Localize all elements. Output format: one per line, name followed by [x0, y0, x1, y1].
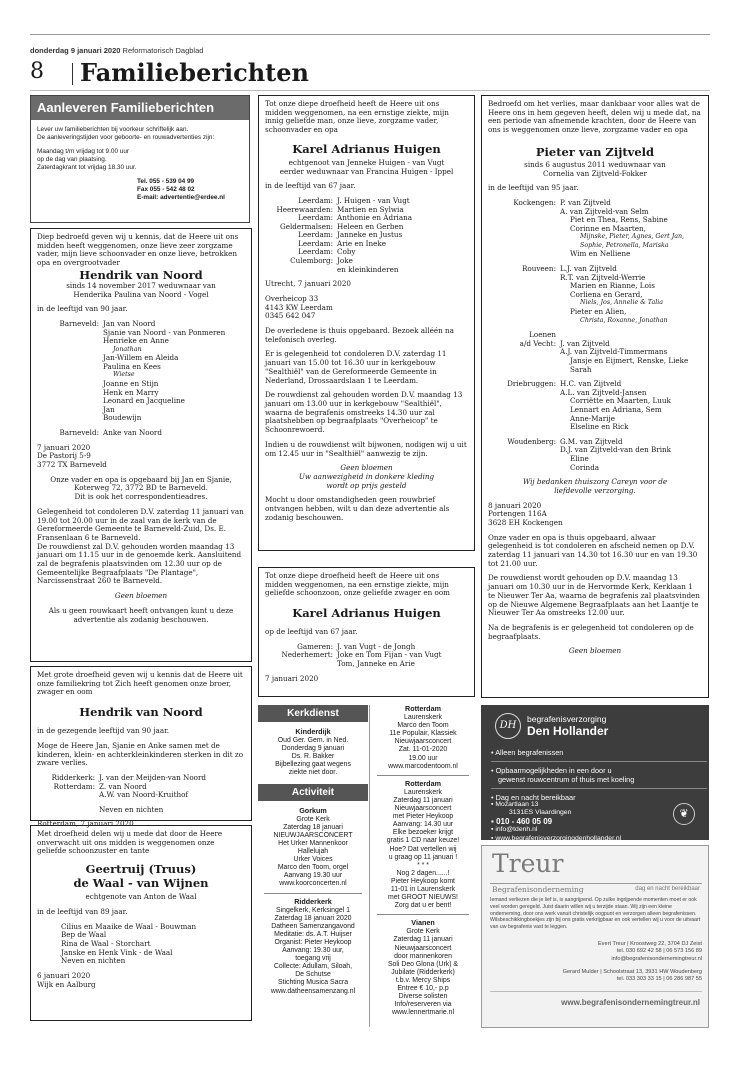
- relatives-place: Kockengen:: [513, 197, 556, 207]
- spouse-line: echtgenote van Anton de Waal: [85, 892, 197, 902]
- relative: Boudewijn: [103, 413, 142, 423]
- relative: Janske en Henk Vink - de Waal: [61, 947, 173, 957]
- event-line: Oud Ger. Gem. in Ned.: [277, 737, 349, 745]
- event-line: Marco den Toom, orgel: [277, 864, 349, 872]
- relatives-place: Gameren:: [297, 641, 333, 651]
- contact-fax: Fax 055 - 542 48 02: [137, 186, 195, 193]
- relatives-place: Woudenberg:: [507, 436, 556, 446]
- bullet-icon: •: [491, 793, 496, 802]
- relative: D.J. van Zijtveld-van den Brink: [560, 445, 672, 455]
- relatives-list-driebruggen: [488, 380, 702, 432]
- deadline-2: op de dag van plaatsing.: [37, 156, 107, 163]
- header-dateline: [30, 46, 203, 55]
- paragraph: De rouwdienst wordt gehouden op D.V. maandag 13 januari om 10.30 uur in de Hervormde Kerk, Kerklaan 1 te Nieuwer Ter Aa, waarna de begrafenis zal plaatsvinden op de Nieuwe Algemene Begraafplaats aan het Laantje te Nieuwer Ter Aa omstreeks 12.00 uur.: [488, 573, 700, 618]
- event-gorkum: [258, 801, 368, 889]
- notice-intro: Tot onze diepe droefheid heeft de Heere uit ons midden weggenomen, na een ernstige ziekte, mijn innig geliefde man, onze lieve, zorgzame vader, schoonvader en opa: [265, 99, 449, 135]
- relative: Pieter en Alien,: [570, 307, 627, 317]
- notice-intro: Met grote droefheid geven wij u kennis dat de Heere uit onze familiekring tot Zich heeft genomen onze broer, zwager en oom: [37, 670, 243, 697]
- event-link[interactable]: www.marcodentoom.nl: [388, 762, 458, 770]
- notice-pieter-van-zijtveld: [481, 95, 709, 698]
- event-line: Elke bezoeker krijgt: [392, 829, 454, 837]
- age-line: op de leeftijd van 67 jaar.: [265, 627, 358, 637]
- section-title: Familieberichten: [80, 58, 309, 87]
- relative: J. van Zijtveld: [560, 338, 610, 348]
- event-line: Laurenskerk: [404, 788, 442, 796]
- dh-logo-text: DH: [499, 720, 517, 731]
- relative: J. van Vugt - de Jongh: [337, 641, 416, 651]
- contact-tel: Tel. 055 - 539 04 99: [137, 178, 195, 185]
- event-line: Info/reserveren via: [394, 1001, 452, 1009]
- event-line: 11e Populair, Klassiek: [389, 730, 457, 738]
- relative: Sarah: [570, 364, 592, 374]
- event-place: Kinderdijk: [295, 727, 331, 736]
- event-line: Donderdag 9 januari: [281, 745, 345, 753]
- relatives-place: Rotterdam:: [53, 781, 95, 791]
- paragraph: Er is gelegenheid tot condoleren D.V. zaterdag 11 januari van 15.00 tot 16.30 uur in kerkgebouw "Sealthiël" van de Gereformeerde Gemeente in Nederland, Drossaardslaan 1 te Leerdam.: [265, 349, 447, 385]
- relatives-place: Leerdam:: [298, 238, 333, 248]
- relative: Henk en Marry: [103, 387, 159, 397]
- dh-logo-icon: [495, 713, 521, 739]
- relative: Coby: [337, 247, 356, 257]
- age-line: in de leeftijd van 90 jaar.: [37, 304, 128, 314]
- events-right-column: [371, 705, 475, 1033]
- deceased-name: Hendrik van Noord: [79, 267, 203, 282]
- event-line: Zorg dat u er bent!: [394, 902, 452, 910]
- event-line: Singelkerk, Kerksingel 1: [276, 906, 350, 914]
- relative: Lennart en Adriana, Sem: [570, 404, 662, 414]
- event-rotterdam-1: [371, 705, 475, 771]
- event-line: Nog 2 dagen......!: [396, 869, 450, 877]
- deceased-name: Hendrik van Noord: [79, 705, 203, 720]
- relative: Tom, Janneke en Arie: [337, 659, 415, 668]
- deceased-name-2: de Waal - van Wijnen: [73, 876, 209, 891]
- paragraph: De rouwdienst zal D.V. gehouden worden maandag 13 januari om 11.15 uur in de genoemde kerk. Aansluitend zal de begrafenis plaatsvinden om 12.30 uur op de Gemeentelijke Begraafplaats "De Plantage", Narcissenstraat 260 te Barneveld.: [37, 541, 242, 586]
- event-line: De Schutse: [295, 971, 331, 979]
- relative: Jan-Willem en Aleida: [103, 353, 179, 363]
- paper-name: Reformatorisch Dagblad: [122, 46, 204, 55]
- relative: Elseline en Rick: [570, 422, 629, 432]
- no-flowers: Geen bloemen: [568, 646, 622, 656]
- event-line: Hoe? Dat vertellen wij: [389, 845, 457, 853]
- event-place: Ridderkerk: [294, 896, 332, 906]
- relatives-place: Loenen: [529, 330, 556, 340]
- relatives-list: [265, 197, 468, 274]
- treur-subtitle: Begrafenisonderneming: [492, 885, 584, 894]
- relatives-place: Heerewaarden:: [276, 204, 333, 214]
- event-line: u graag op 11 januari !: [388, 853, 458, 861]
- event-line: door mannenkoren: [394, 952, 452, 960]
- relative: Neven en nichten: [61, 956, 126, 966]
- event-line: Aanvang 19.30 uur: [283, 872, 343, 880]
- event-line: Grote Kerk: [296, 815, 330, 823]
- age-line: in de leeftijd van 67 jaar.: [265, 181, 356, 191]
- relative: Joke en Tom Fijan - van Vugt: [337, 650, 442, 660]
- notice-hendrik-van-noord-siblings: [30, 666, 252, 829]
- event-line: t.b.v. Mercy Ships: [395, 976, 451, 984]
- treur-contact-line: Evert Treur | Kroostweg 22, 3704 DJ Zeist: [597, 941, 702, 947]
- event-line: NIEUWJAARSCONCERT: [273, 831, 353, 839]
- relatives-place: Culemborg:: [290, 256, 333, 266]
- aanleveren-box: [30, 95, 250, 223]
- paragraph: De rouwdienst zal gehouden worden D.V. maandag 13 januari om 13.00 uur in kerkgebouw "Sealthiël", waarna de begrafenis omstreeks 14.30 uur zal plaatshebben op begraafplaats "Overheicop" te Schoonrewoerd.: [265, 390, 463, 435]
- notice-hendrik-van-noord-family: [30, 228, 252, 662]
- event-line: Diverse solisten: [398, 993, 448, 1001]
- treur-contact-line[interactable]: info@begrafenisondernemingtreur.nl: [611, 955, 702, 962]
- address-line-1: Overheicop 33: [265, 293, 319, 303]
- notice-karel-huigen-in-laws: [258, 567, 475, 697]
- notice-intro: Bedroefd om het verlies, maar dankbaar voor alles wat de Heere ons in hem gegeven heeft, delen wij u mede dat, na een periode van afnemende krachten, door de Heere van ons is weggenomen onze lieve, zorgzame vader en opa: [488, 99, 701, 135]
- event-vianen: [371, 919, 475, 1017]
- event-line: * * *: [417, 861, 429, 869]
- relative: Cilius en Maaike de Waal - Bouwman: [61, 921, 197, 931]
- relative: Paulina en Kees: [103, 361, 161, 371]
- event-line: Nieuwjaarsconcert: [394, 738, 452, 746]
- paragraph: Gelegenheid tot condoleren D.V. zaterdag 11 januari van 19.00 tot 20.00 uur in de zaal van de kerk van de Gereformeerde Gemeente te Barneveld-Zuid, Ds. E. Fransenlaan 6 te Barneveld.: [37, 506, 244, 542]
- relative: Wietse: [113, 371, 135, 379]
- notice-intro: Diep bedroefd geven wij u kennis, dat de Heere uit ons midden heeft weggenomen, onze lieve zeer zorgzame vader, mijn lieve schoonvader en onze lieve, betrokken opa en overgrootvader: [37, 232, 239, 268]
- event-line: 19.00 uur: [408, 754, 438, 762]
- event-line: Datheen Samenzangavond: [271, 922, 355, 930]
- closing-line: Uw aanwezigheid in donkere kleding: [298, 471, 435, 481]
- event-rotterdam-2: [371, 780, 475, 911]
- relatives-list: [37, 320, 245, 423]
- relative: Eline: [570, 453, 589, 463]
- notice-karel-huigen-family: [258, 95, 475, 551]
- paragraph: De overledene is thuis opgebaard. Bezoek alléén na telefonisch overleg.: [265, 326, 454, 344]
- widower-line-2: Cornelia van Zijtveld-Fokker: [543, 168, 647, 178]
- treur-contact-line: Gerard Mulder | Schoolstraat 13, 3931 HW Woudenberg: [562, 968, 702, 975]
- dove-icon: ❦: [673, 803, 695, 825]
- age-line: in de leeftijd van 89 jaar.: [37, 906, 128, 916]
- relative: Henrieke en Anne: [103, 336, 169, 346]
- relative: Corliena en Gerard,: [570, 289, 643, 299]
- event-line: Marco den Toom: [397, 722, 449, 730]
- deceased-name: Geertruij (Truus): [85, 862, 197, 877]
- relative: Anne-Marije: [570, 413, 615, 423]
- event-line: toegang vrij: [295, 955, 331, 963]
- paragraph: Na de begrafenis is er gelegenheid tot condoleren op de begraafplaats.: [488, 622, 694, 641]
- age-line: in de gezegende leeftijd van 90 jaar.: [37, 726, 170, 736]
- notice-date: Utrecht, 7 januari 2020: [265, 279, 351, 289]
- relative: J. Huigen - van Vugt: [337, 195, 410, 205]
- event-line: Urker Voices: [293, 856, 333, 864]
- relative: Joke: [337, 256, 353, 266]
- relative: Arie en Ineke: [337, 238, 386, 248]
- event-line: Organist: Pieter Heykoop: [274, 938, 352, 946]
- thanks-line-1: Wij bedanken thuiszorg Careyn voor de: [522, 477, 668, 487]
- relative: Jansje en Eijmert, Renske, Lieke: [570, 356, 689, 366]
- relative: R.T. van Zijtveld-Werrie: [560, 272, 646, 282]
- treur-contact-line: tel. 030 692 42 58 | 06 573 156 89: [616, 948, 702, 955]
- relative: H.C. van Zijtveld: [560, 379, 622, 389]
- event-ridderkerk: [258, 898, 368, 996]
- dh-line2: Den Hollander: [527, 724, 609, 738]
- notice-date: 7 januari 2020: [265, 673, 319, 683]
- treur-website[interactable]: www.begrafenisondernemingtreur.nl: [561, 998, 700, 1007]
- dh-bullet: Dag en nacht bereikbaar: [495, 793, 576, 802]
- relative: Jan: [103, 404, 115, 414]
- event-line: Jubilate (Ridderkerk): [391, 968, 455, 976]
- widower-line-2: Henderika Paulina van Noord - Vogel: [73, 289, 209, 299]
- paragraph: Dit is ook het correspondentieadres.: [74, 492, 208, 502]
- event-line: Zaterdag 11 januari: [393, 796, 453, 804]
- kerkdienst-header: Kerkdienst: [258, 705, 368, 722]
- relative: Joanne en Stijn: [103, 379, 159, 389]
- dh-email[interactable]: info@tdenh.nl: [495, 826, 538, 834]
- relative: Corriëtte en Maarten, Luuk: [570, 396, 671, 406]
- issue-date: donderdag 9 januari 2020: [30, 46, 121, 55]
- spouse-line-2: eerder weduwnaar van Francina Huigen - Ippel: [279, 166, 454, 176]
- event-place: Gorkum: [299, 805, 327, 815]
- event-line: Zat. 11-01-2020: [398, 746, 448, 754]
- event-place: Rotterdam: [405, 778, 441, 788]
- relatives-place: Nederhemert:: [281, 650, 333, 660]
- relative: Rina de Waal - Storchart: [61, 938, 151, 948]
- dh-city: 3131ES Vlaardingen: [509, 809, 572, 817]
- bullet-icon: •: [491, 748, 496, 757]
- treur-availability: dag en nacht bereikbaar: [635, 886, 700, 892]
- treur-rule: [490, 883, 702, 884]
- event-line: Nieuwjaarsconcert: [394, 805, 452, 813]
- contact-email: E-mail: advertentie@erdee.nl: [137, 194, 225, 201]
- relative: Wim en Nelliene: [570, 249, 631, 259]
- event-kinderdijk: [258, 722, 368, 778]
- relative: Niels, Jos, Annelie & Talia: [580, 299, 664, 307]
- relatives-place: Leerdam:: [298, 195, 333, 205]
- age-line: in de leeftijd van 95 jaar.: [488, 183, 579, 193]
- event-line: met Pieter Heykoop: [392, 813, 454, 821]
- relative: Sjanie van Noord - van Ponmeren: [103, 327, 226, 337]
- relative: P. van Zijtveld: [560, 197, 611, 207]
- paragraph: Mocht u door omstandigheden geen rouwbrief ontvangen hebben, wilt u dan deze advertentie als zodanig beschouwen.: [265, 495, 450, 522]
- event-line: Aanvang: 14.30 uur: [392, 821, 454, 829]
- paragraph: Indien u de rouwdienst wilt bijwonen, nodigen wij u uit om 12.45 uur in "Sealthiël" aanwezig te zijn.: [265, 439, 467, 458]
- event-line: Grote Kerk: [406, 928, 440, 936]
- activiteit-header: Activiteit: [258, 784, 368, 801]
- deceased-name: Pieter van Zijtveld: [535, 144, 655, 159]
- phone-icon: ▪: [491, 816, 497, 826]
- event-line: Aanvang: 19.30 uur,: [282, 947, 344, 955]
- event-line: Zaterdag 18 januari: [283, 823, 343, 831]
- event-line: Nieuwjaarsconcert: [394, 944, 452, 952]
- relatives-place: Driebruggen:: [507, 379, 556, 389]
- relative: A.J. van Zijtveld-Timmermans: [560, 347, 668, 357]
- relative: Mijnske, Pieter, Agnes, Gert Jan,: [580, 233, 685, 241]
- address-line-2: 3628 EH Kockengen: [488, 517, 563, 527]
- dh-website[interactable]: www.begrafenisverzorgingdenhollander.nl: [495, 834, 622, 842]
- relatives-place: Leerdam:: [298, 230, 333, 240]
- event-line: Ds. R. Bakker: [291, 753, 335, 761]
- relative: Jan van Noord: [103, 318, 156, 328]
- notice-date: 6 januari 2020: [37, 971, 91, 981]
- event-line: Bijbellezing gaat wegens: [275, 761, 351, 769]
- notice-intro: Met droefheid delen wij u mede dat door de Heere onverwacht uit ons midden is weggenomen onze geliefde schoonzuster en tante: [37, 829, 223, 856]
- treur-logo-name: Treur: [492, 849, 564, 878]
- address-line-1: Portengen 116A: [488, 509, 547, 519]
- aanleveren-intro2: De aanleveringstijden voor geboorte- en rouwadvertenties zijn:: [37, 134, 215, 141]
- relative: J. van der Meijden-van Noord: [99, 772, 207, 782]
- event-line: Laurenskerk: [404, 714, 442, 722]
- widower-line-1: sinds 6 augustus 2011 weduwnaar van: [524, 159, 666, 169]
- event-line: Soli Deo Glona (Urk) &: [387, 960, 459, 968]
- bullet-icon: •: [491, 766, 496, 775]
- paragraph: Moge de Heere Jan, Sjanie en Anke samen met de kinderen, klein- en achterkleinkinderen sterken in dit zo zware verlies.: [37, 740, 244, 768]
- aanleveren-intro1: Lever uw familieberichten bij voorkeur schriftelijk aan.: [37, 126, 189, 133]
- relatives-place: Rouveen:: [522, 264, 556, 274]
- deadline-3: Zaterdagkrant tot vrijdag 18.30 uur.: [37, 164, 137, 171]
- event-link[interactable]: www.koorconcerten.nl: [279, 880, 347, 888]
- relatives-list-rouveen: [488, 265, 702, 325]
- page-number: 8: [30, 59, 44, 84]
- relative: Marien en Rianne, Lois: [570, 281, 655, 291]
- relative: en kleinkinderen: [337, 264, 399, 274]
- no-flowers: Geen bloemen: [114, 591, 168, 601]
- event-line: ziekte niet door.: [288, 769, 338, 777]
- event-line: Meditatie: ds. A.T. Huijser: [274, 930, 352, 938]
- dh-bullets: [491, 748, 707, 802]
- location-icon: ▪: [491, 801, 496, 808]
- event-line: Pieter Heykoop komt: [391, 877, 455, 885]
- dh-address: Mozartlaan 13: [495, 801, 539, 808]
- event-link[interactable]: www.datheensamenzang.nl: [270, 987, 356, 995]
- relative: Martien en Sylwia: [337, 204, 404, 214]
- treur-contacts: [490, 941, 702, 983]
- ad-treur: [481, 845, 709, 1028]
- paragraph: Onze vader en opa is opgebaard bij Jan en Sjanie, Koterweg 72, 3772 BD te Barneveld.: [50, 474, 232, 493]
- treur-contact-line: tel. 033 303 33 15 | 06 286 987 55: [616, 976, 702, 983]
- relatives-list-kockengen: [488, 199, 702, 259]
- relatives-place: Leerdam:: [298, 247, 333, 257]
- header-divider: [72, 63, 73, 85]
- relative: G.M. van Zijtveld: [560, 436, 623, 446]
- widower-line-1: sinds 14 november 2017 weduwnaar van: [66, 280, 216, 290]
- event-line: Hallelujah: [297, 848, 329, 856]
- address-line-1: De Pastorij 5-9: [37, 451, 91, 461]
- spouse-line-1: echtgenoot van Jenneke Huigen - van Vugt: [288, 157, 445, 167]
- address-line-2: 3772 TX Barneveld: [37, 460, 107, 470]
- relative: Leonard en Jacqueline: [103, 396, 185, 406]
- notice-place: Wijk en Aalburg: [37, 979, 96, 989]
- dh-contact: [491, 801, 641, 843]
- relative: Bep de Waal: [61, 930, 107, 940]
- relatives-place: Leerdam:: [298, 213, 333, 223]
- deceased-name: Karel Adrianus Huigen: [292, 141, 441, 156]
- event-line: Collecte: Adullam, Siloah,: [273, 963, 353, 971]
- relative: Jonathan: [113, 345, 142, 353]
- relatives-place: [265, 266, 333, 275]
- event-line: Entree € 10,- p.p: [397, 985, 449, 992]
- deceased-name: Karel Adrianus Huigen: [292, 606, 441, 621]
- phone-line: 0345 642 047: [265, 311, 316, 321]
- closing-line: Geen bloemen: [340, 463, 393, 473]
- event-line: Zaterdag 11 januari: [393, 936, 453, 944]
- paragraph: Als u geen rouwkaart heeft ontvangen kunt u deze advertentie als zodanig beschouwen.: [48, 605, 234, 624]
- relative: Corinda: [570, 462, 600, 472]
- notice-date: Rotterdam, 7 januari 2020: [37, 819, 134, 829]
- web-icon: ▪: [491, 834, 496, 842]
- relative: Heleen en Gerben: [337, 221, 404, 231]
- address-line-2: 4143 KW Leerdam: [265, 302, 333, 312]
- relatives-list: [37, 774, 245, 800]
- relative: A.L. van Zijtveld-Jansen: [560, 387, 647, 397]
- notice-date: 7 januari 2020: [37, 442, 91, 452]
- event-line: Het Urker Mannenkoor: [278, 839, 348, 847]
- treur-body: Iemand verliezen die je lief is, is aangrijpend. Op zulke ingrijpende momenten moet er ook veel worden geregeld. Juist daarin willen wij u terzijde staan. Wij zijn een kleine onderneming, door ons werk vanuit christelijk oogpunt en verzorgen alleen begrafenissen. Wilsbeschikkingboekjes zijn bij ons gratis verkrijgbaar en ook vertellen wij u voor de uitvaart van uw begrafenis vast te leggen.: [490, 897, 701, 931]
- deadline-1: Maandag t/m vrijdag tot 9.00 uur: [37, 148, 130, 155]
- relatives-list-woudenberg: [488, 438, 702, 472]
- header-bottom-rule: [30, 90, 710, 91]
- ad-den-hollander: [481, 705, 709, 840]
- relatives-list: [265, 643, 468, 669]
- dh-phone[interactable]: 010 - 460 05 09: [496, 816, 553, 826]
- dh-bullet: Alleen begrafenissen: [495, 748, 564, 757]
- relative: A. van Zijtveld-van Selm: [560, 206, 649, 216]
- relatives-place: Barneveld:: [59, 318, 99, 328]
- notice-intro: Tot onze diepe droefheid heeft de Heere uit ons midden weggenomen, na een ernstige ziekte, mijn geliefde schoonzoon, onze geliefde zwager en oom: [265, 571, 450, 598]
- relative: A.W. van Noord-Kruithof: [99, 790, 189, 800]
- dh-bullet-cont: gewenst rouwcentrum of thuis met koeling: [498, 775, 635, 784]
- relatives-list-2: [37, 429, 245, 438]
- events-column-divider: [369, 705, 370, 1027]
- relatives-list-loenen: [488, 331, 702, 374]
- event-line: gratis 1 CD naar keuze!: [386, 837, 460, 845]
- relatives-place: Geldermalsen:: [280, 221, 333, 231]
- relative: Janneke en Justus: [337, 230, 403, 240]
- relative: Neven en nichten: [99, 804, 164, 814]
- dh-line1: begrafenisverzorging: [527, 714, 607, 724]
- event-place: Rotterdam: [405, 704, 441, 713]
- thanks-line-2: liefdevolle verzorging.: [554, 485, 636, 495]
- relative: Anke van Noord: [103, 428, 162, 438]
- event-line: Stichting Musica Sacra: [277, 979, 349, 987]
- event-line: Zaterdag 18 januari 2020: [274, 914, 352, 922]
- relatives-place: a/d Vecht:: [519, 338, 556, 348]
- relative: Sophie, Petronella, Mariska: [580, 241, 669, 249]
- dh-bullet: Opbaarmogelijkheden in een door u: [495, 766, 612, 775]
- relative: Z. van Noord: [99, 781, 147, 791]
- events-left-column: [258, 705, 368, 1033]
- notice-geertruij-de-waal: [30, 825, 252, 1021]
- event-place: Vianen: [411, 918, 435, 928]
- treur-rule-2: [490, 991, 702, 992]
- relative: L.J. van Zijtveld: [560, 264, 617, 274]
- email-icon: ▪: [491, 826, 496, 834]
- aanleveren-title: Aanleveren Familieberichten: [31, 96, 249, 120]
- relative: Piet en Thea, Rens, Sabine: [570, 215, 668, 225]
- relative: Anthonie en Adriana: [337, 213, 413, 223]
- closing-line: wordt op prijs gesteld: [326, 480, 407, 490]
- paragraph: Onze vader en opa is thuis opgebaard, alwaar gelegenheid is tot condoleren en afscheid nemen op D.V. zaterdag 11 januari van 14.30 tot 16.30 uur en van 19.30 tot 21.00 uur.: [488, 532, 698, 568]
- relatives-place: Barneveld:: [59, 428, 99, 438]
- top-rule: [30, 34, 710, 35]
- relative: Corinne en Maarten,: [570, 223, 646, 233]
- event-line: met GROOT NIEUWS!: [388, 894, 458, 902]
- relative: Christa, Roxanne, Jonathan: [580, 316, 668, 324]
- relatives-place: Ridderkerk:: [51, 772, 95, 782]
- notice-date: 8 januari 2020: [488, 500, 542, 510]
- event-link[interactable]: www.lennertmarie.nl: [391, 1009, 455, 1017]
- relatives-list: [37, 923, 245, 967]
- event-line: 11-01 in Laurenskerk: [390, 885, 456, 893]
